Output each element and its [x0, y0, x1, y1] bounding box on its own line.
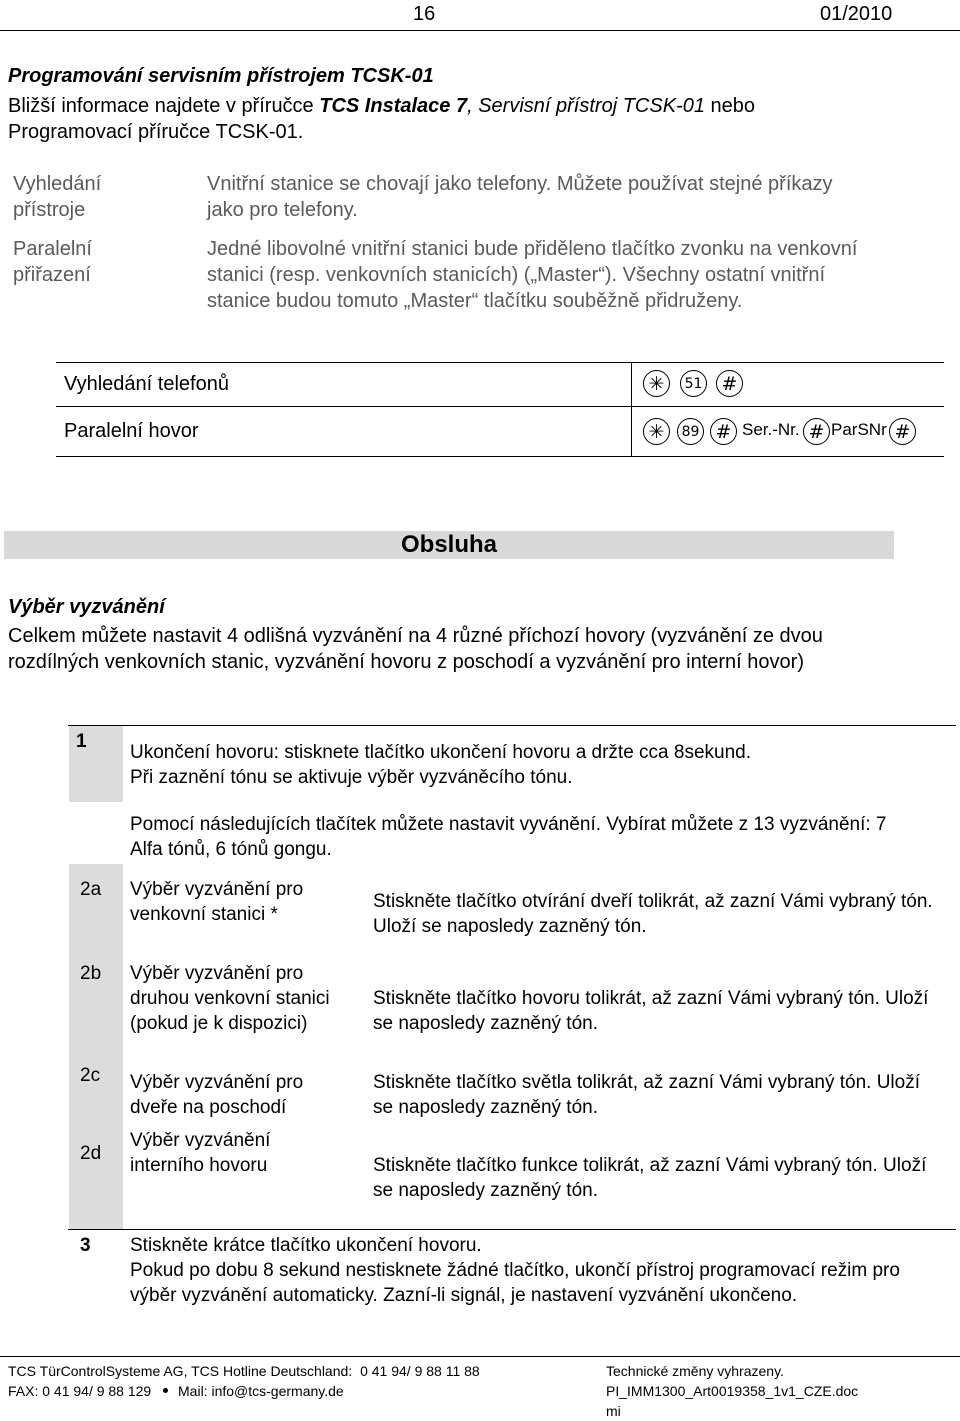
info-text: Pomocí následujících tlačítek můžete nastavit vyvánění. Vybírat můžete z 13 vyzvánění: 7 Alfa tónů, 6 tónů gongu.: [130, 814, 887, 860]
footer-rule: [0, 1356, 960, 1357]
side-label-line: přiřazení: [13, 264, 91, 286]
footer-fax: FAX: 0 41 94/ 9 88 129: [8, 1383, 152, 1399]
footer-line: [8, 1361, 598, 1381]
row-text: Vnitřní stanice se chovají jako telefony. Můžete používat stejné příkazy jako pro telefony.: [207, 173, 833, 221]
side-label-line: přístroje: [13, 199, 86, 221]
footer-company: TCS TürControlSysteme AG, TCS Hotline Deutschland:: [8, 1363, 353, 1379]
footer-line: [8, 1381, 598, 1401]
number-key-icon: 89: [677, 418, 704, 445]
intro-part: Bližší informace najdete v příručce: [8, 95, 320, 117]
header-date: 01/2010: [820, 3, 893, 25]
star-key-icon: ✳: [643, 418, 670, 445]
section-title: Programování servisním přístrojem TCSK-01: [8, 65, 434, 87]
step-action: Stiskněte tlačítko světla tolikrát, až zazní Vámi vybraný tón. Uloží se naposledy zazněný tón.: [373, 1072, 921, 1118]
operation-intro: Celkem můžete nastavit 4 odlišná vyzvánění na 4 různé příchozí hovory (vyzvánění ze dvou rozdílných venkovních stanic, vyzvánění hovoru z poschodí a vyzvánění pro interní hovor): [8, 625, 823, 673]
footer-phone: 0 41 94/ 9 88 11 88: [360, 1363, 480, 1379]
table-divider: [631, 362, 632, 456]
section-heading: Obsluha: [400, 531, 497, 558]
key-sequence: [643, 418, 933, 448]
intro-part: nebo Programovací příručce TCSK-01.: [8, 95, 755, 143]
table-rule: [56, 406, 944, 407]
step-text: Ukončení hovoru: stisknete tlačítko ukončení hovoru a držte cca 8sekund.: [130, 742, 752, 763]
step-number: 2d: [80, 1143, 102, 1164]
step-action: Stiskněte tlačítko funkce tolikrát, až zazní Vámi vybraný tón. Uloží se naposledy zazněný tón.: [373, 1155, 927, 1201]
table-rule: [68, 1229, 956, 1230]
footer-docname: PI_IMM1300_Art0019358_1v1_CZE.doc: [606, 1383, 859, 1399]
number-key-icon: 51: [680, 370, 707, 397]
step-description: Výběr vyzvánění pro venkovní stanici *: [130, 879, 304, 925]
hash-key-icon: #: [710, 418, 737, 445]
table-rule: [56, 456, 944, 457]
step-number: 1: [76, 731, 87, 752]
hash-key-icon: #: [889, 418, 916, 445]
page-number: 16: [413, 3, 436, 25]
side-label-line: Paralelní: [13, 238, 92, 260]
step-text: Pokud po dobu 8 sekund nestisknete žádné tlačítko, ukončí přístroj programovací režim pro výběr vyzvánění automaticky. Zazní-li signál, je nastavení vyzvánění ukončeno.: [130, 1260, 900, 1306]
table-rule: [68, 725, 956, 726]
step-number-column-band: [69, 802, 123, 864]
step-description: Výběr vyzvánění interního hovoru: [130, 1130, 271, 1176]
key-sequence: [643, 370, 933, 400]
intro-paragraph: [8, 93, 848, 145]
side-label-line: Vyhledání: [13, 173, 102, 195]
hash-key-icon: #: [716, 370, 743, 397]
footer-changes: Technické změny vyhrazeny.: [606, 1363, 784, 1379]
footer-docname-cont: mi: [606, 1403, 621, 1419]
table-rule: [56, 362, 944, 363]
key-row-label: Vyhledání telefonů: [64, 373, 229, 395]
key-label: Ser.-Nr.: [742, 420, 800, 439]
side-label: [13, 171, 101, 223]
step-description: Výběr vyzvánění pro dveře na poschodí: [130, 1072, 304, 1118]
header-rule: [0, 30, 960, 31]
footer-mail: Mail: info@tcs-germany.de: [178, 1383, 344, 1399]
star-key-icon: ✳: [643, 370, 670, 397]
bullet-icon: [163, 1388, 168, 1393]
step-text: Při zaznění tónu se aktivuje výběr vyzváněcího tónu.: [130, 767, 573, 788]
intro-part: , Servisní přístroj TCSK-01: [467, 95, 705, 117]
subsection-title: Výběr vyzvánění: [8, 596, 165, 618]
step-number: 2a: [80, 879, 102, 900]
step-action: Stiskněte tlačítko hovoru tolikrát, až zazní Vámi vybraný tón. Uloží se naposledy zazněný tón.: [373, 988, 929, 1034]
key-label: ParSNr: [831, 420, 887, 439]
step-text: Stiskněte krátce tlačítko ukončení hovoru.: [130, 1235, 482, 1256]
step-number: 2b: [80, 963, 102, 984]
intro-part: TCS Instalace 7: [319, 95, 468, 117]
step-description: Výběr vyzvánění pro druhou venkovní stanici (pokud je k dispozici): [130, 963, 330, 1034]
step-number: 2c: [80, 1065, 101, 1086]
step-action: Stiskněte tlačítko otvírání dveří tolikrát, až zazní Vámi vybraný tón. Uloží se naposledy zazněný tón.: [373, 891, 933, 937]
footer-left: [8, 1361, 598, 1401]
footer-right: [606, 1361, 906, 1421]
key-row-label: Paralelní hovor: [64, 420, 199, 442]
hash-key-icon: #: [803, 418, 830, 445]
row-text: Jedné libovolné vnitřní stanici bude přiděleno tlačítko zvonku na venkovní stanici (resp. venkovních stanicích) („Master“). Všechny ostatní vnitřní stanice budou tomuto „Master“ tlačítku souběžně přidruženy.: [207, 238, 858, 312]
step-number: 3: [80, 1235, 91, 1256]
side-label: [13, 236, 92, 288]
